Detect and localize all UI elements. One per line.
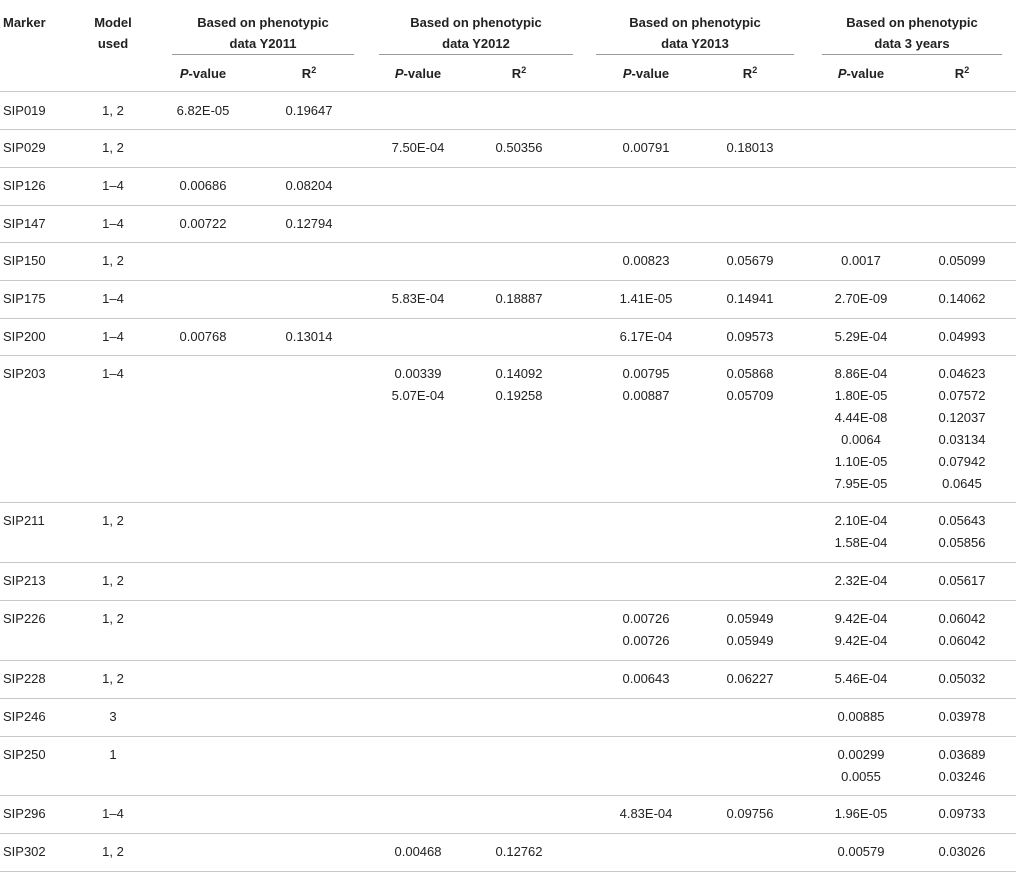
group-rule-3-years	[822, 54, 1002, 55]
p-value-cell: 0.0064	[841, 432, 881, 447]
model-cell: 1, 2	[102, 611, 124, 626]
header-r-squared-y2012	[469, 63, 569, 84]
group-rule-y2012	[379, 54, 573, 55]
row-divider	[0, 833, 1016, 834]
r-squared-cell: 0.03246	[938, 769, 986, 784]
header-model-used: Model used	[94, 15, 132, 51]
r-squared-cell: 0.05868	[726, 366, 774, 381]
header-p-value-y2013	[596, 63, 696, 84]
p-value-suffix: -value	[188, 66, 227, 81]
p-value-cell: 4.83E-04	[619, 806, 673, 821]
marker-cell: SIP250	[3, 747, 46, 762]
header-group-y2011: Based on phenotypic data Y2011	[197, 15, 329, 51]
p-value-cell: 0.00643	[622, 671, 670, 686]
r-label: R	[301, 66, 312, 81]
marker-cell: SIP246	[3, 709, 46, 724]
r-superscript: 2	[521, 65, 527, 75]
r-squared-cell: 0.14941	[726, 291, 774, 306]
header-marker: Marker	[3, 15, 46, 30]
r-squared-cell: 0.14062	[938, 291, 986, 306]
r-squared-cell: 0.05032	[938, 671, 986, 686]
r-squared-cell: 0.04623	[938, 366, 986, 381]
p-value-cell: 0.00726	[622, 611, 670, 626]
r-squared-cell: 0.05709	[726, 388, 774, 403]
marker-cell: SIP211	[3, 513, 45, 528]
row-divider	[0, 871, 1016, 872]
header-r-squared-y2011	[259, 63, 359, 84]
p-value-cell: 0.00686	[179, 178, 227, 193]
marker-cell: SIP150	[3, 253, 46, 268]
marker-cell: SIP019	[3, 103, 46, 118]
p-value-cell: 8.86E-04	[834, 366, 888, 381]
r-squared-cell: 0.03978	[938, 709, 986, 724]
row-divider	[0, 129, 1016, 130]
model-cell: 1, 2	[102, 573, 124, 588]
r-squared-cell: 0.05643	[938, 513, 986, 528]
row-divider	[0, 242, 1016, 243]
header-r-squared-y2013	[700, 63, 800, 84]
p-value-cell: 0.00885	[837, 709, 885, 724]
row-divider	[0, 167, 1016, 168]
p-value-cell: 5.07E-04	[391, 388, 445, 403]
marker-cell: SIP226	[3, 611, 46, 626]
marker-cell: SIP213	[3, 573, 46, 588]
p-value-cell: 4.44E-08	[834, 410, 888, 425]
header-group-y2013: Based on phenotypic data Y2013	[629, 15, 761, 51]
model-cell: 1–4	[102, 178, 124, 193]
row-divider	[0, 600, 1016, 601]
r-squared-cell: 0.18013	[726, 140, 774, 155]
r-squared-cell: 0.18887	[495, 291, 543, 306]
header-p-value-y2012	[368, 63, 468, 84]
p-value-cell: 0.00299	[837, 747, 885, 762]
marker-cell: SIP200	[3, 329, 46, 344]
p-value-cell: 1.58E-04	[834, 535, 888, 550]
row-divider	[0, 502, 1016, 503]
p-value-cell: 0.00795	[622, 366, 670, 381]
r-squared-cell: 0.13014	[285, 329, 333, 344]
r-squared-cell: 0.05856	[938, 535, 986, 550]
model-cell: 1, 2	[102, 844, 124, 859]
r-squared-cell: 0.09756	[726, 806, 774, 821]
row-divider	[0, 562, 1016, 563]
group-rule-y2011	[172, 54, 354, 55]
marker-cell: SIP126	[3, 178, 46, 193]
r-squared-cell: 0.04993	[938, 329, 986, 344]
p-value-cell: 5.83E-04	[391, 291, 445, 306]
header-p-value-3-years	[811, 63, 911, 84]
model-cell: 1–4	[102, 366, 124, 381]
row-divider	[0, 698, 1016, 699]
p-italic-label: P	[394, 66, 404, 81]
row-divider	[0, 660, 1016, 661]
marker-cell: SIP302	[3, 844, 46, 859]
p-value-cell: 5.46E-04	[834, 671, 888, 686]
header-group-3-years: Based on phenotypic data 3 years	[846, 15, 978, 51]
r-squared-cell: 0.08204	[285, 178, 333, 193]
r-squared-cell: 0.12794	[285, 216, 333, 231]
p-value-cell: 0.00791	[622, 140, 670, 155]
p-italic-label: P	[179, 66, 189, 81]
p-value-cell: 6.17E-04	[619, 329, 673, 344]
row-divider	[0, 795, 1016, 796]
row-divider	[0, 280, 1016, 281]
row-divider	[0, 205, 1016, 206]
marker-cell: SIP228	[3, 671, 46, 686]
p-italic-label: P	[622, 66, 632, 81]
r-label: R	[742, 66, 753, 81]
model-cell: 1–4	[102, 216, 124, 231]
r-squared-cell: 0.12762	[495, 844, 543, 859]
p-value-cell: 0.0055	[841, 769, 881, 784]
r-squared-cell: 0.19647	[285, 103, 333, 118]
p-value-cell: 2.70E-09	[834, 291, 888, 306]
p-value-cell: 2.10E-04	[834, 513, 888, 528]
r-squared-cell: 0.05679	[726, 253, 774, 268]
r-squared-cell: 0.09733	[938, 806, 986, 821]
r-squared-cell: 0.03134	[938, 432, 986, 447]
r-squared-cell: 0.07572	[938, 388, 986, 403]
p-value-cell: 5.29E-04	[834, 329, 888, 344]
p-value-cell: 0.00468	[394, 844, 442, 859]
header-group-y2012: Based on phenotypic data Y2012	[410, 15, 542, 51]
r-squared-cell: 0.06042	[938, 633, 986, 648]
p-value-cell: 0.00887	[622, 388, 670, 403]
p-value-cell: 0.00726	[622, 633, 670, 648]
p-value-cell: 9.42E-04	[834, 633, 888, 648]
r-superscript: 2	[311, 65, 317, 75]
r-squared-cell: 0.05949	[726, 611, 774, 626]
r-superscript: 2	[964, 65, 970, 75]
p-value-cell: 6.82E-05	[176, 103, 230, 118]
model-cell: 1, 2	[102, 671, 124, 686]
p-value-suffix: -value	[403, 66, 442, 81]
p-value-cell: 0.00579	[837, 844, 885, 859]
header-r-squared-3-years	[912, 63, 1012, 84]
p-value-cell: 0.0017	[841, 253, 881, 268]
r-squared-cell: 0.05099	[938, 253, 986, 268]
r-squared-cell: 0.19258	[495, 388, 543, 403]
r-label: R	[511, 66, 522, 81]
p-value-cell: 0.00339	[394, 366, 442, 381]
r-squared-cell: 0.07942	[938, 454, 986, 469]
r-squared-cell: 0.09573	[726, 329, 774, 344]
r-squared-cell: 0.50356	[495, 140, 543, 155]
model-cell: 1, 2	[102, 140, 124, 155]
row-divider	[0, 355, 1016, 356]
model-cell: 1, 2	[102, 513, 124, 528]
r-squared-cell: 0.05617	[938, 573, 986, 588]
row-divider	[0, 318, 1016, 319]
p-value-cell: 0.00768	[179, 329, 227, 344]
p-value-suffix: -value	[846, 66, 885, 81]
marker-cell: SIP296	[3, 806, 46, 821]
r-squared-cell: 0.06042	[938, 611, 986, 626]
r-squared-cell: 0.05949	[726, 633, 774, 648]
model-cell: 3	[109, 709, 117, 724]
p-value-cell: 7.50E-04	[391, 140, 445, 155]
p-value-cell: 0.00823	[622, 253, 670, 268]
row-divider	[0, 736, 1016, 737]
r-superscript: 2	[752, 65, 758, 75]
r-squared-cell: 0.12037	[938, 410, 986, 425]
model-cell: 1–4	[102, 806, 124, 821]
marker-cell: SIP203	[3, 366, 46, 381]
p-value-cell: 7.95E-05	[834, 476, 888, 491]
p-italic-label: P	[837, 66, 847, 81]
model-cell: 1	[109, 747, 117, 762]
p-value-suffix: -value	[631, 66, 670, 81]
r-squared-cell: 0.03689	[938, 747, 986, 762]
p-value-cell: 1.80E-05	[834, 388, 888, 403]
header-bottom-rule	[0, 91, 1016, 92]
marker-cell: SIP175	[3, 291, 46, 306]
marker-cell: SIP147	[3, 216, 46, 231]
group-rule-y2013	[596, 54, 794, 55]
p-value-cell: 2.32E-04	[834, 573, 888, 588]
p-value-cell: 1.96E-05	[834, 806, 888, 821]
p-value-cell: 9.42E-04	[834, 611, 888, 626]
model-cell: 1–4	[102, 291, 124, 306]
marker-cell: SIP029	[3, 140, 46, 155]
p-value-cell: 1.41E-05	[619, 291, 673, 306]
p-value-cell: 0.00722	[179, 216, 227, 231]
r-squared-cell: 0.03026	[938, 844, 986, 859]
r-squared-cell: 0.0645	[942, 476, 982, 491]
model-cell: 1, 2	[102, 103, 124, 118]
model-cell: 1, 2	[102, 253, 124, 268]
model-cell: 1–4	[102, 329, 124, 344]
r-squared-cell: 0.06227	[726, 671, 774, 686]
r-squared-cell: 0.14092	[495, 366, 543, 381]
r-label: R	[954, 66, 965, 81]
header-p-value-y2011	[153, 63, 253, 84]
p-value-cell: 1.10E-05	[834, 454, 888, 469]
